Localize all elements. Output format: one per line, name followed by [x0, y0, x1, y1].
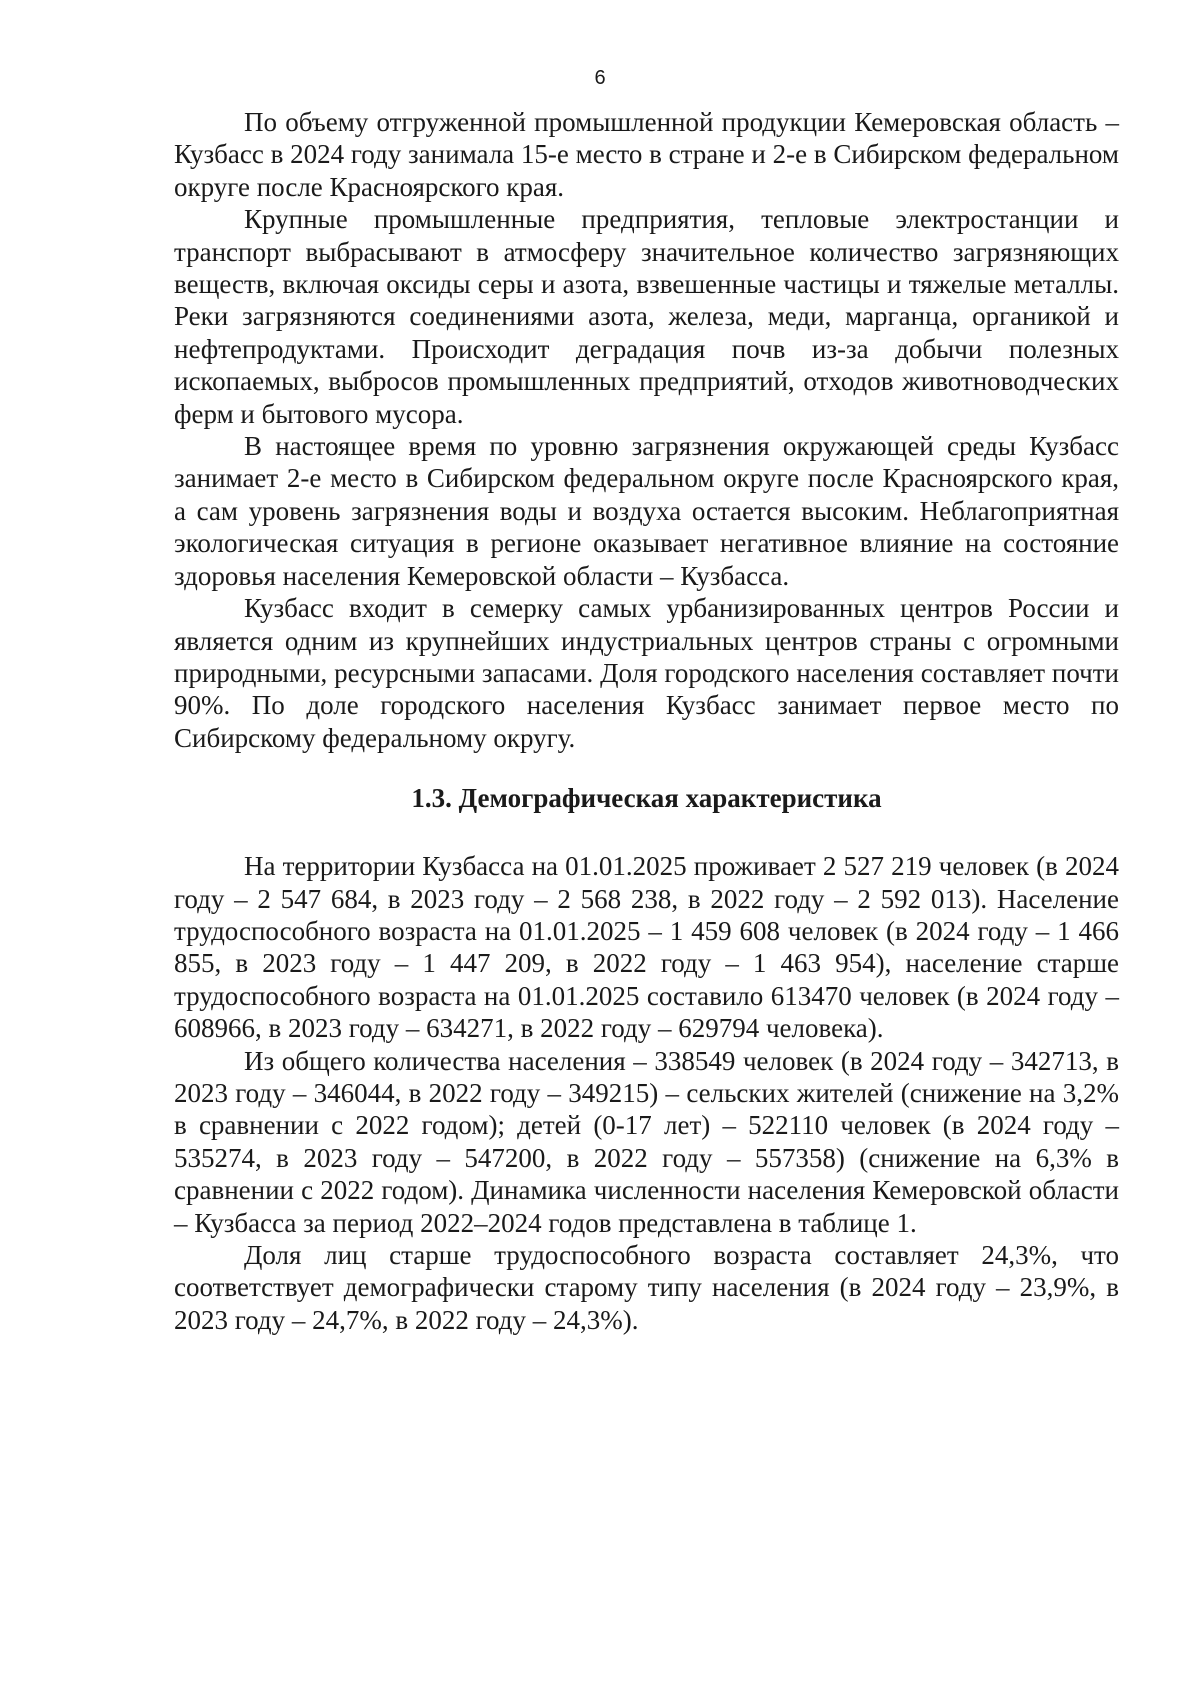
page-number: 6 — [594, 67, 606, 89]
section-heading: 1.3. Демографическая характеристика — [411, 783, 882, 814]
page-body — [174, 106, 1119, 1336]
paragraph-industrial-output: По объему отгруженной промышленной продукции Кемеровская область – Кузбасс в 2024 году занимала 15-е место в стране и 2-е в Сибирском федеральном округе после Красноярского края. — [174, 107, 1119, 202]
paragraph-population-total: На территории Кузбасса на 01.01.2025 проживает 2 527 219 человек (в 2024 году – 2 547 684, в 2023 году – 2 568 238, в 2022 году – 2 592 013). Население трудоспособного возраста на 01.01.2025 – 1 459 608 человек (в 2024 году – 1 466 855, в 2023 году – 1 447 209, в 2022 году – 1 463 954), население старше трудоспособного возраста на 01.01.2025 составило 613470 человек (в 2024 году – 608966, в 2023 году – 634271, в 2022 году – 629794 человека). — [174, 851, 1119, 1044]
spacer — [174, 754, 1119, 782]
paragraph-pollution-sources: Крупные промышленные предприятия, тепловые электростанции и транспорт выбрасывают в атмосферу значительное количество загрязняющих веществ, включая оксиды серы и азота, взвешенные частицы и тяжелые металлы. Реки загрязняются соединениями азота, железа, меди, марганца, органикой и нефтепродуктами. Происходит деградация почв из-за добычи полезных ископаемых, выбросов промышленных предприятий, отходов животноводческих ферм и бытового мусора. — [174, 204, 1119, 429]
paragraph-rural-children: Из общего количества населения – 338549 человек (в 2024 году – 342713, в 2023 году – 346044, в 2022 году – 349215) – сельских жителей (снижение на 3,2% в сравнении с 2022 годом); детей (0-17 лет) – 522110 человек (в 2024 году – 535274, в 2023 году – 547200, в 2022 году – 557358) (снижение на 6,3% в сравнении с 2022 годом). Динамика численности населения Кемеровской области – Кузбасса за период 2022–2024 годов представлена в таблице 1. — [174, 1045, 1119, 1238]
spacer — [174, 814, 1119, 850]
paragraph-pollution-level: В настоящее время по уровню загрязнения окружающей среды Кузбасс занимает 2-е место в Сибирском федеральном округе после Красноярского края, а сам уровень загрязнения воды и воздуха остается высоким. Неблагоприятная экологическая ситуация в регионе оказывает негативное влияние на состояние здоровья населения Кемеровской области – Кузбасса. — [174, 431, 1119, 591]
paragraph-elderly-share: Доля лиц старше трудоспособного возраста составляет 24,3%, что соответствует демографически старому типу населения (в 2024 году – 23,9%, в 2023 году – 24,7%, в 2022 году – 24,3%). — [174, 1240, 1119, 1335]
paragraph-urbanization: Кузбасс входит в семерку самых урбанизированных центров России и является одним из крупнейших индустриальных центров страны с огромными природными, ресурсными запасами. Доля городского населения составляет почти 90%. По доле городского населения Кузбасс занимает первое место по Сибирскому федеральному округу. — [174, 593, 1119, 753]
